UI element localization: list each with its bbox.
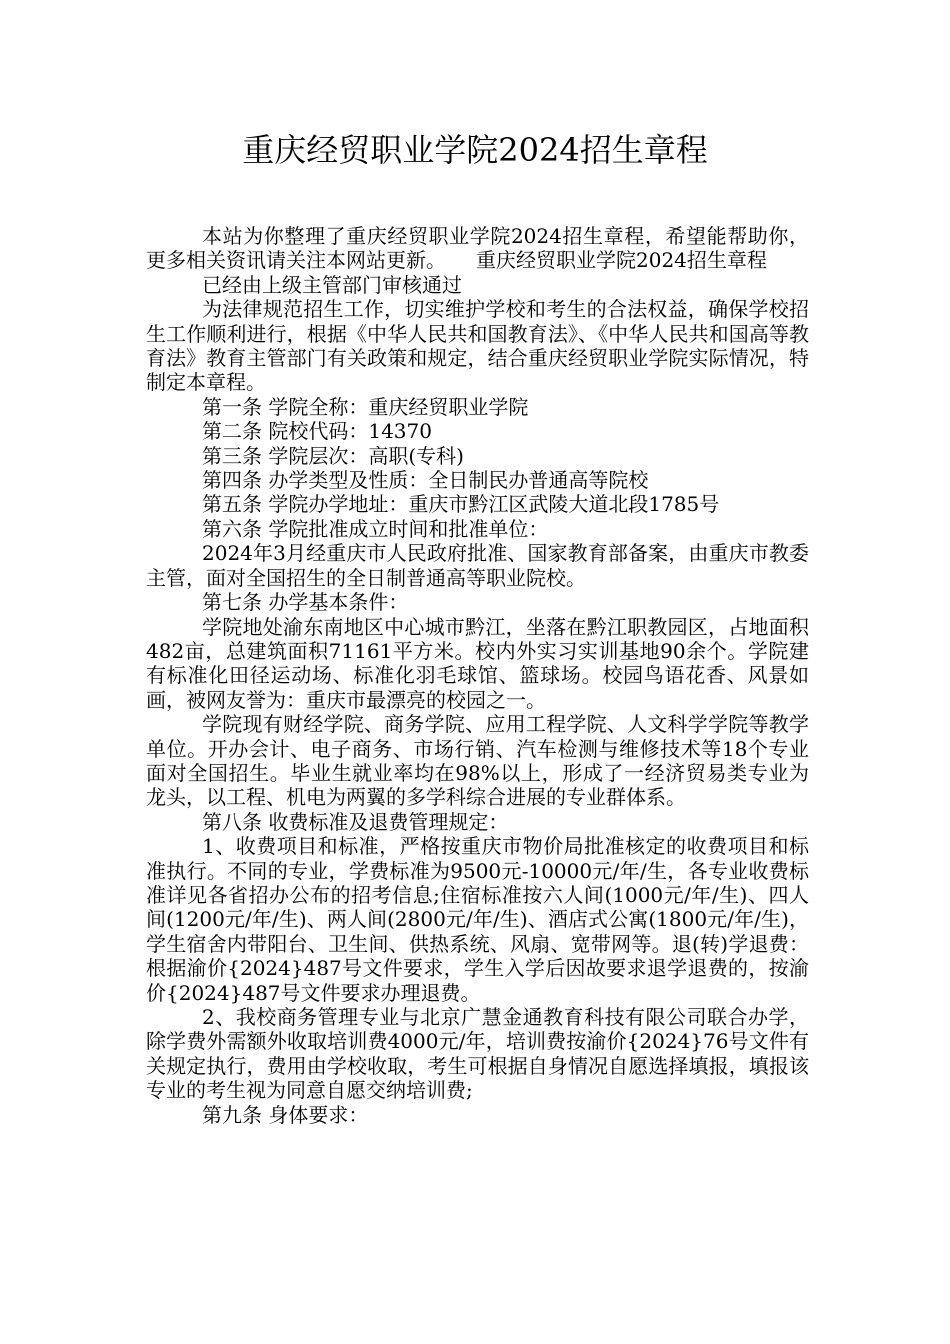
article-3: 第三条 学院层次：高职(专科) [202, 443, 464, 468]
article-8-item-1: 1、收费项目和标准，严格按重庆市物价局批准核定的收费项目和标准执行。不同的专业，学费标准为9500元-10000元/年/生，各专业收费标准详见各省招办公布的招考信息;住宿标准按六人间(1000元/年/生)、四人间(1200元/年/生)、两人间(2800元/年/生)、酒店式公寓(1800元/年/生)，学生宿舍内带阳台、卫生间、供热系统、风扇、宽带网等。退(转)学退费：根据渝价{2024}487号文件要求，学生入学后因故要求退学退费的，按渝价{2024}487号文件要求办理退费。 [146, 834, 809, 1005]
article-7-heading: 第七条 办学基本条件： [202, 590, 409, 615]
article-1: 第一条 学院全称：重庆经贸职业学院 [202, 394, 529, 419]
article-4: 第四条 办学类型及性质：全日制民办普通高等院校 [202, 468, 649, 493]
article-5: 第五条 学院办学地址：重庆市黔江区武陵大道北段1785号 [202, 492, 720, 517]
article-7-body-2: 学院现有财经学院、商务学院、应用工程学院、人文科学学院等教学单位。开办会计、电子商务、市场行销、汽车检测与维修技术等18个专业面对全国招生。毕业生就业率均在98%以上，形成了一经济贸易类专业为龙头，以工程、机电为两翼的多学科综合进展的专业群体系。 [146, 712, 809, 810]
article-6-body: 2024年3月经重庆市人民政府批准、国家教育部备案，由重庆市教委主管，面对全国招生的全日制普通高等职业院校。 [146, 541, 809, 590]
article-9-heading: 第九条 身体要求： [202, 1102, 369, 1127]
paragraph-preamble: 为法律规范招生工作，切实维护学校和考生的合法权益，确保学校招生工作顺利进行，根据《中华人民共和国教育法》、《中华人民共和国高等教育法》教育主管部门有关政策和规定，结合重庆经贸职业学院实际情况，特制定本章程。 [146, 297, 809, 395]
document-body [146, 224, 809, 1127]
document-title: 重庆经贸职业学院2024招生章程 [242, 131, 708, 169]
article-2: 第二条 院校代码：14370 [202, 419, 432, 444]
paragraph-intro: 本站为你整理了重庆经贸职业学院2024招生章程，希望能帮助你，更多相关资讯请关注本网站更新。 重庆经贸职业学院2024招生章程 [146, 224, 809, 273]
article-8-item-2: 2、我校商务管理专业与北京广慧金通教育科技有限公司联合办学，除学费外需额外收取培训费4000元/年，培训费按渝价{2024}76号文件有关规定执行，费用由学校收取，考生可根据自身情况自愿选择填报，填报该专业的考生视为同意自愿交纳培训费; [146, 1005, 809, 1103]
article-7-body-1: 学院地处渝东南地区中心城市黔江，坐落在黔江职教园区，占地面积482亩，总建筑面积71161平方米。校内外实习实训基地90余个。学院建有标准化田径运动场、标准化羽毛球馆、篮球场。校园鸟语花香、风景如画，被网友誉为：重庆市最漂亮的校园之一。 [146, 614, 809, 712]
paragraph-approval-note: 已经由上级主管部门审核通过 [202, 272, 462, 297]
article-8-heading: 第八条 收费标准及退费管理规定： [202, 809, 509, 834]
article-6-heading: 第六条 学院批准成立时间和批准单位： [202, 516, 549, 541]
